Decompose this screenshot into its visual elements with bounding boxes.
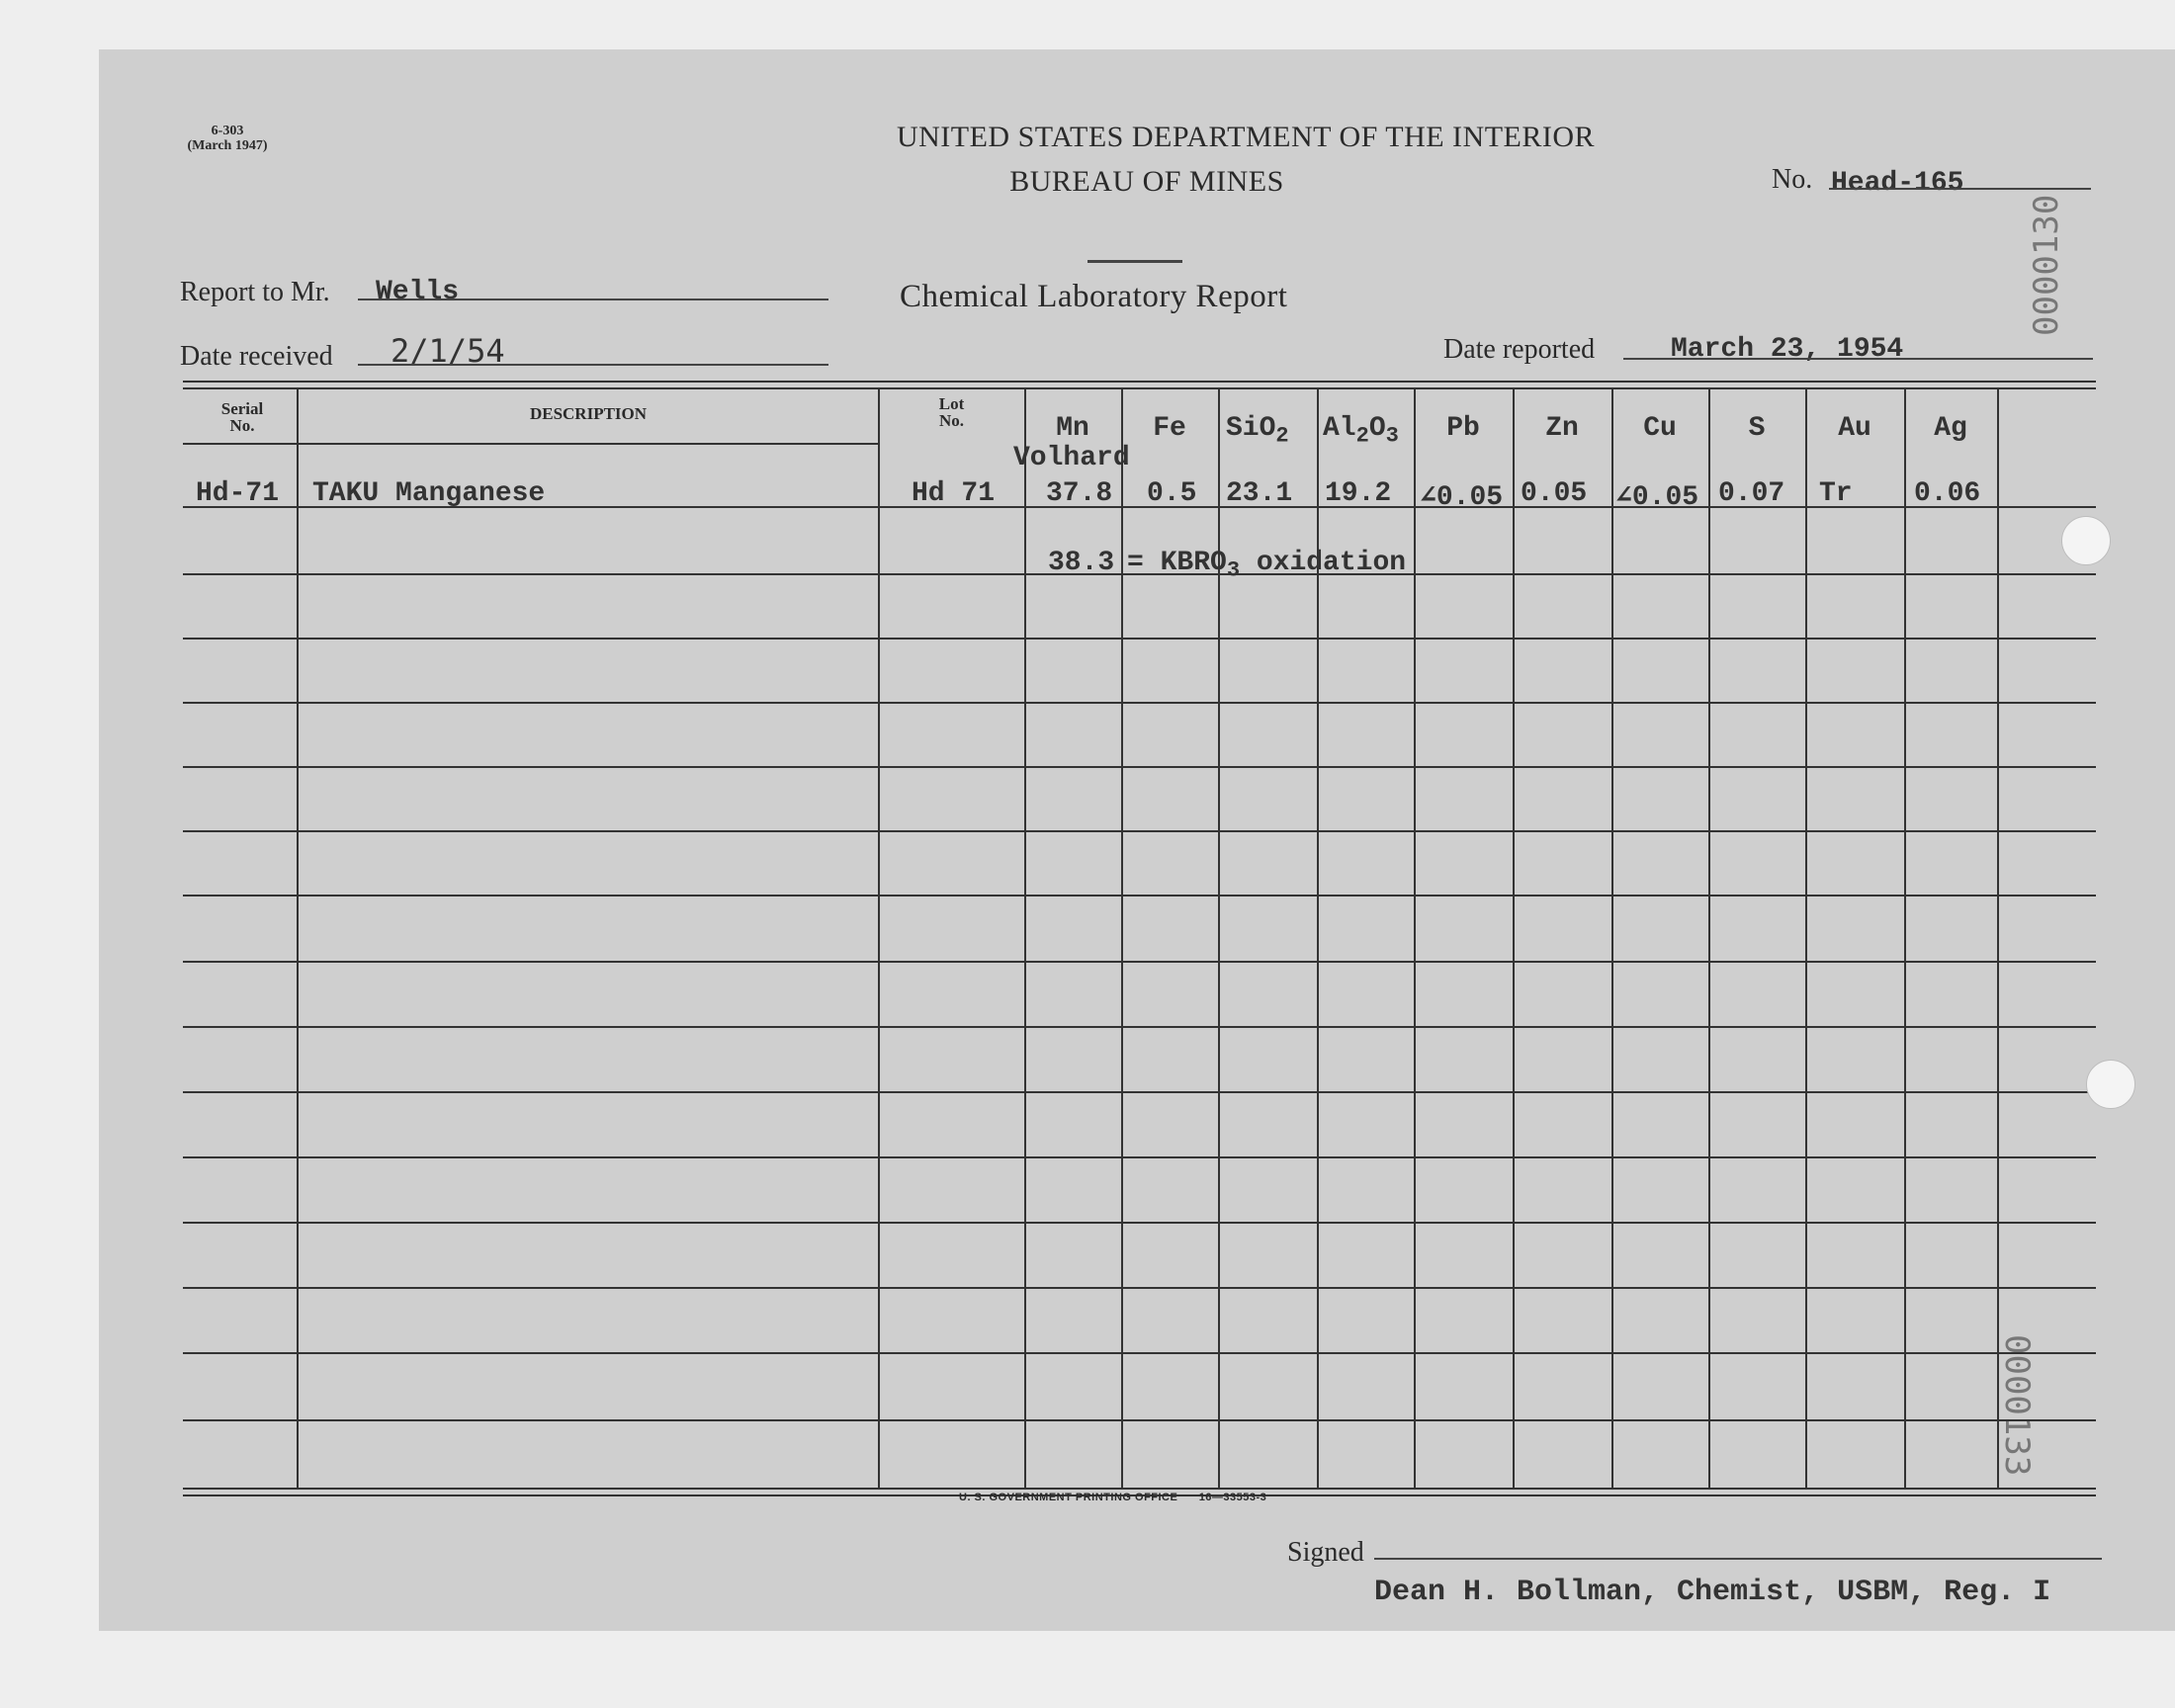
row-rule-7 <box>183 895 2096 897</box>
date-reported-underline <box>1623 358 2093 360</box>
punch-hole-bottom <box>2086 1060 2135 1109</box>
row1-serial: Hd-71 <box>196 478 280 509</box>
header-au: Au <box>1838 413 1871 444</box>
header-al2o3: $Al_2O_3$ <box>1323 413 1399 449</box>
table-bottom-rule <box>183 1488 2096 1490</box>
col-divider-3 <box>1024 387 1026 1488</box>
col-divider-1 <box>297 387 299 1488</box>
row1-fe: 0.5 <box>1147 478 1197 509</box>
col-divider-4 <box>1121 387 1123 1488</box>
row-rule-3 <box>183 638 2096 640</box>
number-label: No. <box>1772 164 1813 195</box>
report-to-underline <box>358 299 828 300</box>
printer-line: U. S. GOVERNMENT PRINTING OFFICE 16—33553-3 <box>959 1492 1267 1503</box>
row1-sio2: 23.1 <box>1226 478 1293 509</box>
col-divider-2 <box>878 387 880 1488</box>
header-ag: Ag <box>1934 413 1967 444</box>
row-rule-12 <box>183 1222 2096 1224</box>
header-lot: Lot No. <box>938 394 965 430</box>
date-reported-label: Date reported <box>1443 334 1596 365</box>
row-rule-10 <box>183 1091 2096 1093</box>
row-rule-4 <box>183 702 2096 704</box>
row1-au: Tr <box>1819 478 1853 509</box>
signer-name: Dean H. Bollman, Chemist, USBM, Reg. I <box>1374 1576 2051 1609</box>
row1-description: TAKU Manganese <box>312 478 546 509</box>
bureau-heading: BUREAU OF MINES <box>1009 165 1284 198</box>
department-heading: UNITED STATES DEPARTMENT OF THE INTERIOR <box>896 121 1596 153</box>
signed-label: Signed <box>1287 1537 1364 1568</box>
header-sio2: SiO$_2$ <box>1226 413 1289 449</box>
signed-underline <box>1374 1558 2102 1560</box>
number-value: Head-165 <box>1831 168 1964 199</box>
row2-note: = $KBRO_3$ oxidation <box>1127 548 1407 583</box>
row-rule-8 <box>183 961 2096 963</box>
stamp-top: 0000130 <box>2027 194 2066 336</box>
row-rule-6 <box>183 830 2096 832</box>
col-divider-12 <box>1904 387 1906 1488</box>
date-reported-value: March 23, 1954 <box>1671 334 1904 365</box>
date-received-value: 2/1/54 <box>391 332 505 370</box>
form-code: 6-303 (March 1947) <box>187 124 268 153</box>
heading-rule <box>1088 260 1182 263</box>
row2-mn: 38.3 <box>1048 548 1115 578</box>
header-serial: Serial No. <box>220 399 264 435</box>
row1-mn: 37.8 <box>1046 478 1113 509</box>
row1-ag: 0.06 <box>1914 478 1981 509</box>
row1-zn: 0.05 <box>1521 478 1588 509</box>
number-underline <box>1829 188 2091 190</box>
header-pb: Pb <box>1446 413 1480 444</box>
header-rule <box>183 443 878 445</box>
row1-cu: ∠0.05 <box>1615 482 1699 513</box>
col-divider-8 <box>1513 387 1515 1488</box>
row-rule-9 <box>183 1026 2096 1028</box>
col-divider-7 <box>1414 387 1416 1488</box>
row1-pb: ∠0.05 <box>1420 482 1504 513</box>
col-divider-10 <box>1708 387 1710 1488</box>
header-cu: Cu <box>1643 413 1677 444</box>
col-divider-11 <box>1805 387 1807 1488</box>
row-rule-11 <box>183 1156 2096 1158</box>
header-fe: Fe <box>1153 413 1186 444</box>
row-rule-5 <box>183 766 2096 768</box>
report-title: Chemical Laboratory Report <box>900 279 1288 314</box>
row1-al2o3: 19.2 <box>1325 478 1392 509</box>
table-top-rule <box>183 381 2096 383</box>
col-divider-13 <box>1997 387 1999 1488</box>
punch-hole-top <box>2061 516 2111 565</box>
stamp-bottom: 0000133 <box>1997 1334 2037 1477</box>
date-received-label: Date received <box>180 341 333 372</box>
date-received-underline <box>358 364 828 366</box>
header-zn: Zn <box>1545 413 1579 444</box>
row-rule-13 <box>183 1287 2096 1289</box>
row-rule-14 <box>183 1352 2096 1354</box>
row1-lot: Hd 71 <box>912 478 996 509</box>
header-mn-method: Volhard <box>1013 443 1130 473</box>
table-top-rule-2 <box>183 387 2096 389</box>
header-description: DESCRIPTION <box>529 404 648 423</box>
row-rule-15 <box>183 1419 2096 1421</box>
row1-s: 0.07 <box>1718 478 1785 509</box>
col-divider-9 <box>1611 387 1613 1488</box>
report-to-value: Wells <box>376 277 460 307</box>
header-mn: Mn <box>1056 413 1089 444</box>
report-to-label: Report to Mr. <box>180 277 330 307</box>
header-s: S <box>1748 413 1766 444</box>
